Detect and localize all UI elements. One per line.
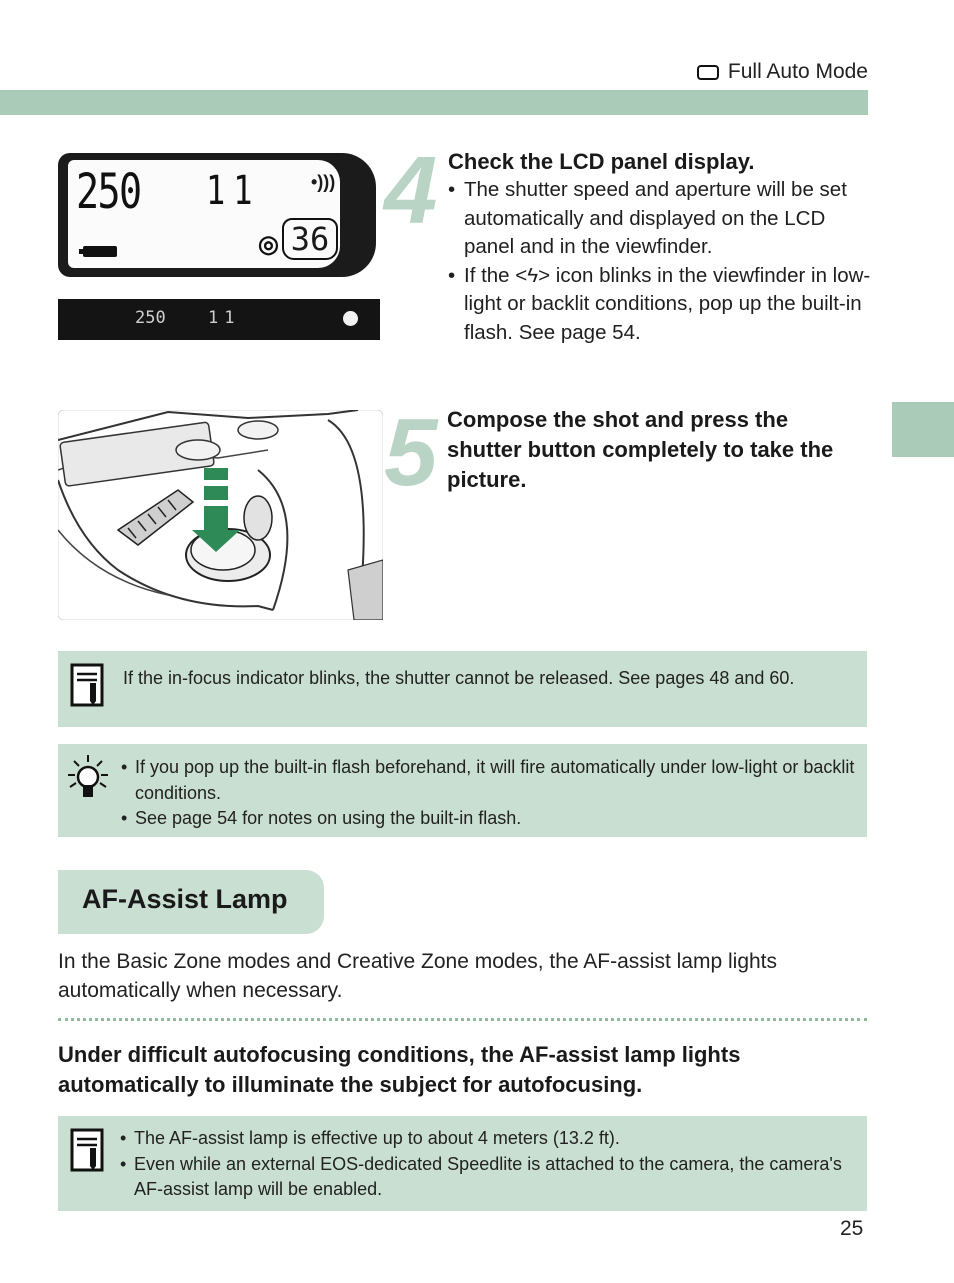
dotted-divider [58,1018,867,1021]
list-item: • The AF-assist lamp is effective up to about 4 meters (13.2 ft). [120,1128,620,1148]
focus-confirmation-dot-icon [343,311,358,326]
step-4-bullets [448,176,878,347]
tip-lightbulb-icon [66,753,110,801]
step-4-title: Check the LCD panel display. [448,149,755,174]
step-4-number: 4 [384,137,434,244]
film-cartridge-icon: ◎ [258,231,279,258]
section-lead: Under difficult autofocusing conditions, the AF-assist lamp lights automatically to illuminate the subject for autofocusing. [58,1042,741,1097]
camera-shutter-illustration [58,410,383,620]
viewfinder-shutter-speed: 250 [135,308,166,328]
list-item: • The shutter speed and aperture will be set automatically and displayed on the LCD panel and in the viewfinder. [448,178,847,258]
lcd-frame-count: 36 [282,218,338,260]
note-1-text: If the in-focus indicator blinks, the shutter cannot be released. See pages 48 and 60. [123,668,795,688]
memo-icon [70,663,104,707]
list-item: • Even while an external EOS-dedicated Speedlite is attached to the camera, the camera's AF-assist lamp will be enabled. [120,1153,842,1199]
step-5-number: 5 [384,399,434,506]
viewfinder-aperture: 11 [208,308,241,328]
note-3-items [120,1126,860,1203]
beep-indicator-icon: •))) [311,172,336,192]
step-5-title: Compose the shot and press the shutter button completely to take the picture. [447,407,834,492]
full-auto-rectangle-icon [697,65,719,80]
header-mode-title: Full Auto Mode [727,60,868,83]
list-item: • If you pop up the built-in flash beforehand, it will fire automatically under low-light or backlit conditions. [121,757,855,803]
chapter-side-tab [892,402,954,457]
header-accent-bar [0,90,868,115]
section-title: AF-Assist Lamp [82,884,288,914]
page-number: 25 [840,1217,864,1240]
lcd-aperture: 11 [206,168,261,214]
tip-items [121,755,856,832]
section-intro: In the Basic Zone modes and Creative Zone modes, the AF-assist lamp lights automatically when necessary. [58,950,778,1002]
battery-icon [83,246,117,257]
lcd-shutter-speed: 250 [76,164,141,220]
memo-icon [70,1128,104,1172]
list-item: • See page 54 for notes on using the built-in flash. [121,808,522,828]
list-item: • If the <ϟ> icon blinks in the viewfinder in low-light or backlit conditions, pop up the built-in flash. See page 54. [448,263,871,344]
page-header [697,60,868,84]
